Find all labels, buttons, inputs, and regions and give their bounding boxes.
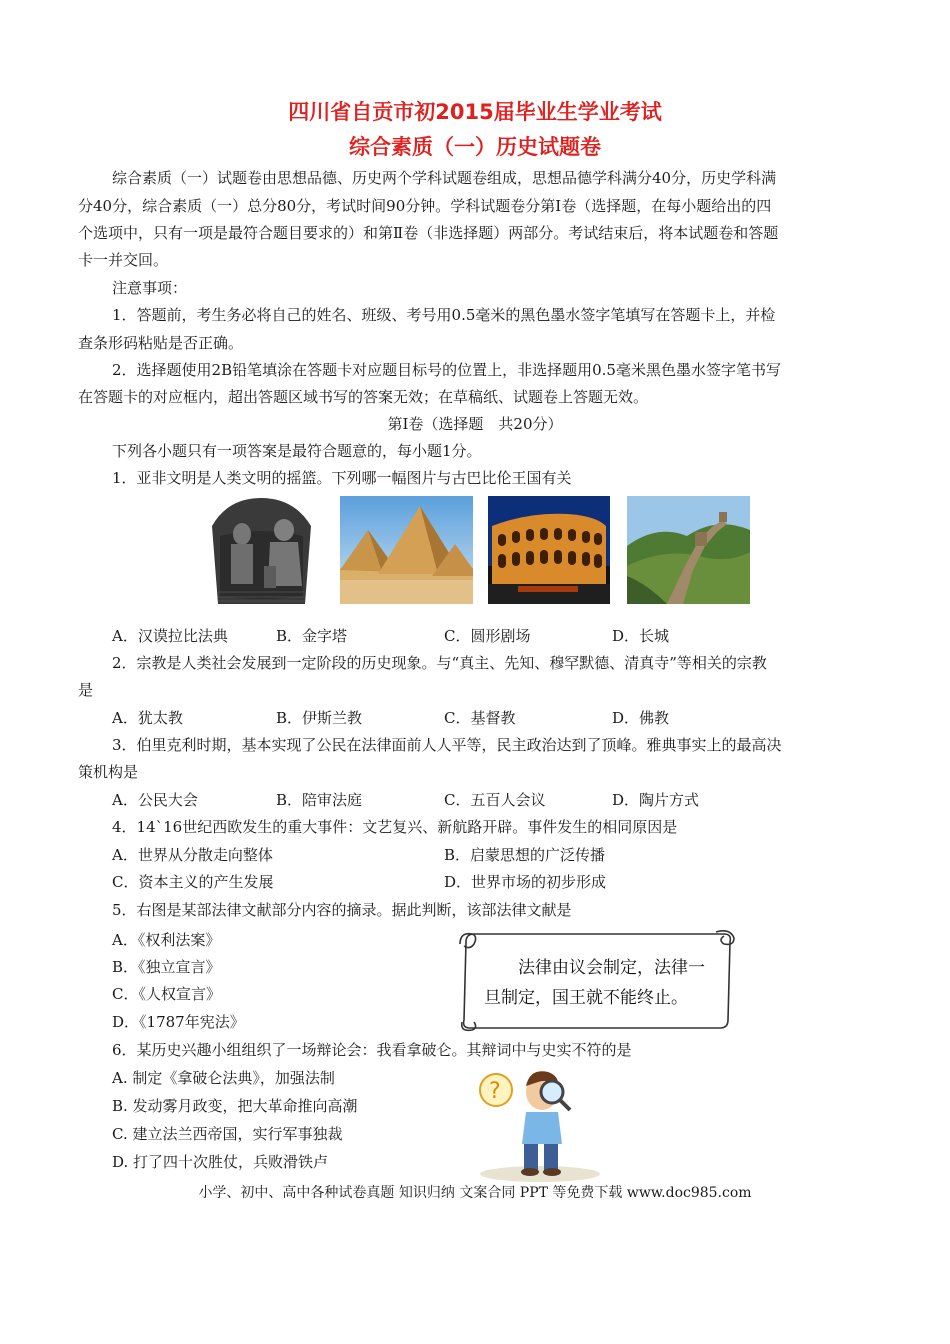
question-5-option-c: C．《人权宣言》 — [112, 985, 221, 1003]
question-1-stem: 1．亚非文明是人类文明的摇篮。下列哪一幅图片与古巴比伦王国有关 — [112, 469, 572, 487]
notice-line: 1．答题前，考生务必将自己的姓名、班级、考号用0.5毫米的黑色墨水签字笔填写在答题卡上，并检 — [112, 306, 776, 324]
question-3-option-a: A．公民大会 — [112, 791, 198, 809]
question-6-option-d: D. 打了四十次胜仗，兵败滑铁卢 — [112, 1153, 329, 1171]
great-wall-image — [627, 496, 750, 604]
question-2-option-a: A．犹太教 — [112, 709, 183, 727]
question-6-option-c: C. 建立法兰西帝国，实行军事独裁 — [112, 1125, 343, 1143]
section-title: 第Ⅰ卷（选择题 共20分） — [387, 415, 563, 433]
code-of-hammurabi-image — [198, 496, 325, 604]
question-2-option-c: C．基督教 — [444, 709, 516, 727]
question-3-stem: 3．伯里克利时期，基本实现了公民在法律面前人人平等，民主政治达到了顶峰。雅典事实上的最高决 — [112, 736, 782, 754]
notice-title: 注意事项： — [112, 279, 188, 297]
question-6-stem: 6．某历史兴趣小组组织了一场辩论会：我看拿破仑。其辩词中与史实不符的是 — [112, 1041, 632, 1059]
boy-with-magnifier-illustration — [460, 1062, 610, 1182]
question-1-option-d: D．长城 — [612, 627, 670, 645]
intro-line: 卡一并交回。 — [78, 251, 169, 269]
question-6-option-a: A. 制定《拿破仑法典》，加强法制 — [112, 1069, 335, 1087]
question-3-stem-cont: 策机构是 — [78, 763, 139, 781]
question-5-option-a: A．《权利法案》 — [112, 931, 221, 949]
intro-line: 分40分，综合素质（一）总分80分，考试时间90分钟。学科试题卷分第Ⅰ卷（选择题，在每小题给出的四 — [78, 197, 772, 215]
question-4-stem: 4．14`16世纪西欧发生的重大事件：文艺复兴、新航路开辟。事件发生的相同原因是 — [112, 818, 678, 836]
notice-line: 查条形码粘贴是否正确。 — [78, 334, 244, 352]
section-instruction: 下列各小题只有一项答案是最符合题意的，每小题1分。 — [112, 442, 482, 460]
law-scroll-line: 旦制定，国王就不能终止。 — [484, 988, 688, 1008]
question-4-option-c: C．资本主义的产生发展 — [112, 873, 274, 891]
question-5-option-d: D．《1787年宪法》 — [112, 1013, 245, 1031]
question-2-option-b: B．伊斯兰教 — [276, 709, 363, 727]
question-4-option-d: D．世界市场的初步形成 — [444, 873, 607, 891]
question-3-option-c: C．五百人会议 — [444, 791, 546, 809]
colosseum-image — [488, 496, 610, 604]
question-5-stem: 5．右图是某部法律文献部分内容的摘录。据此判断，该部法律文献是 — [112, 901, 572, 919]
question-1-option-b: B．金字塔 — [276, 627, 348, 645]
question-5-option-b: B．《独立宣言》 — [112, 958, 221, 976]
question-6-option-b: B. 发动雾月政变，把大革命推向高潮 — [112, 1097, 358, 1115]
question-2-stem: 2．宗教是人类社会发展到一定阶段的历史现象。与“真主、先知、穆罕默德、清真寺”等相关的宗教 — [112, 654, 767, 672]
question-4-option-a: A．世界从分散走向整体 — [112, 846, 273, 864]
notice-line: 2．选择题使用2B铅笔填涂在答题卡对应题目标号的位置上，非选择题用0.5毫米黑色墨水签字笔书写 — [112, 361, 781, 379]
notice-line: 在答题卡的对应框内，超出答题区域书写的答案无效；在草稿纸、试题卷上答题无效。 — [78, 388, 649, 406]
pyramids-image — [340, 496, 473, 604]
law-scroll-text — [484, 953, 724, 1013]
law-scroll-line: 法律由议会制定，法律一 — [518, 958, 705, 978]
question-1-option-a: A．汉谟拉比法典 — [112, 627, 228, 645]
question-2-option-d: D．佛教 — [612, 709, 670, 727]
svg-text:?: ? — [489, 1079, 501, 1104]
question-3-option-b: B．陪审法庭 — [276, 791, 363, 809]
question-2-stem-cont: 是 — [78, 681, 94, 699]
page-footer: 小学、初中、高中各种试卷真题 知识归纳 文案合同 PPT 等免费下载 www.doc985.com — [198, 1185, 752, 1201]
exam-subtitle: 综合素质（一）历史试题卷 — [349, 135, 601, 159]
question-4-option-b: B．启蒙思想的广泛传播 — [444, 846, 606, 864]
exam-title: 四川省自贡市初2015届毕业生学业考试 — [288, 100, 662, 124]
question-1-option-c: C．圆形剧场 — [444, 627, 531, 645]
intro-line: 综合素质（一）试题卷由思想品德、历史两个学科试题卷组成，思想品德学科满分40分，历史学科满 — [112, 169, 777, 187]
intro-line: 个选项中，只有一项是最符合题目要求的）和第Ⅱ卷（非选择题）两部分。考试结束后，将本试题卷和答题 — [78, 224, 779, 242]
question-3-option-d: D．陶片方式 — [612, 791, 700, 809]
